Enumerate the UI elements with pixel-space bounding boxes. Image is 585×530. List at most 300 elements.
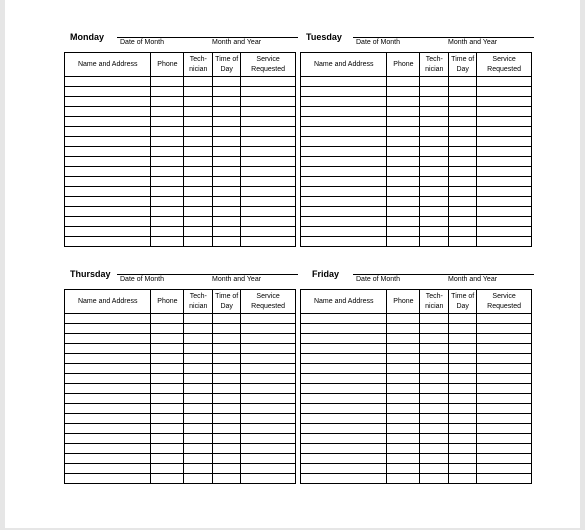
cell-name-address[interactable]	[65, 117, 151, 127]
cell-technician[interactable]	[184, 227, 213, 237]
cell-technician[interactable]	[184, 197, 213, 207]
cell-name-address[interactable]	[65, 187, 151, 197]
cell-phone[interactable]	[387, 77, 420, 87]
cell-service-requested[interactable]	[241, 464, 296, 474]
cell-name-address[interactable]	[301, 117, 387, 127]
cell-time-of-day[interactable]	[213, 147, 241, 157]
cell-name-address[interactable]	[65, 207, 151, 217]
cell-time-of-day[interactable]	[213, 167, 241, 177]
cell-time-of-day[interactable]	[449, 444, 477, 454]
cell-phone[interactable]	[387, 474, 420, 484]
cell-service-requested[interactable]	[477, 404, 532, 414]
cell-service-requested[interactable]	[241, 167, 296, 177]
cell-phone[interactable]	[151, 77, 184, 87]
cell-name-address[interactable]	[301, 384, 387, 394]
cell-technician[interactable]	[184, 217, 213, 227]
cell-technician[interactable]	[184, 344, 213, 354]
cell-technician[interactable]	[184, 384, 213, 394]
cell-service-requested[interactable]	[241, 127, 296, 137]
cell-time-of-day[interactable]	[213, 237, 241, 247]
cell-phone[interactable]	[387, 374, 420, 384]
cell-time-of-day[interactable]	[449, 207, 477, 217]
cell-technician[interactable]	[420, 354, 449, 364]
cell-service-requested[interactable]	[477, 147, 532, 157]
cell-time-of-day[interactable]	[449, 334, 477, 344]
cell-time-of-day[interactable]	[449, 127, 477, 137]
cell-phone[interactable]	[151, 97, 184, 107]
cell-time-of-day[interactable]	[213, 404, 241, 414]
cell-service-requested[interactable]	[477, 344, 532, 354]
cell-technician[interactable]	[420, 334, 449, 344]
cell-name-address[interactable]	[65, 314, 151, 324]
cell-technician[interactable]	[184, 237, 213, 247]
cell-technician[interactable]	[184, 374, 213, 384]
cell-time-of-day[interactable]	[449, 364, 477, 374]
cell-technician[interactable]	[420, 454, 449, 464]
cell-service-requested[interactable]	[241, 404, 296, 414]
cell-technician[interactable]	[420, 394, 449, 404]
cell-time-of-day[interactable]	[213, 464, 241, 474]
cell-technician[interactable]	[420, 314, 449, 324]
cell-name-address[interactable]	[65, 404, 151, 414]
cell-time-of-day[interactable]	[449, 434, 477, 444]
cell-time-of-day[interactable]	[449, 187, 477, 197]
cell-time-of-day[interactable]	[449, 314, 477, 324]
cell-time-of-day[interactable]	[449, 87, 477, 97]
cell-service-requested[interactable]	[241, 157, 296, 167]
cell-service-requested[interactable]	[477, 177, 532, 187]
cell-time-of-day[interactable]	[449, 404, 477, 414]
cell-service-requested[interactable]	[477, 107, 532, 117]
cell-phone[interactable]	[151, 394, 184, 404]
cell-technician[interactable]	[184, 147, 213, 157]
cell-service-requested[interactable]	[241, 414, 296, 424]
cell-name-address[interactable]	[301, 404, 387, 414]
cell-technician[interactable]	[420, 424, 449, 434]
cell-name-address[interactable]	[301, 424, 387, 434]
cell-name-address[interactable]	[301, 354, 387, 364]
cell-phone[interactable]	[151, 404, 184, 414]
cell-technician[interactable]	[184, 444, 213, 454]
cell-service-requested[interactable]	[477, 444, 532, 454]
cell-time-of-day[interactable]	[213, 474, 241, 484]
cell-time-of-day[interactable]	[449, 237, 477, 247]
cell-name-address[interactable]	[301, 334, 387, 344]
cell-time-of-day[interactable]	[213, 344, 241, 354]
cell-name-address[interactable]	[301, 97, 387, 107]
cell-phone[interactable]	[387, 207, 420, 217]
cell-name-address[interactable]	[301, 434, 387, 444]
cell-name-address[interactable]	[301, 87, 387, 97]
cell-phone[interactable]	[151, 414, 184, 424]
cell-service-requested[interactable]	[241, 384, 296, 394]
cell-technician[interactable]	[420, 107, 449, 117]
cell-name-address[interactable]	[301, 77, 387, 87]
cell-name-address[interactable]	[301, 187, 387, 197]
cell-time-of-day[interactable]	[449, 414, 477, 424]
cell-time-of-day[interactable]	[213, 394, 241, 404]
cell-service-requested[interactable]	[241, 474, 296, 484]
cell-name-address[interactable]	[65, 474, 151, 484]
cell-time-of-day[interactable]	[213, 434, 241, 444]
cell-service-requested[interactable]	[241, 424, 296, 434]
cell-phone[interactable]	[151, 107, 184, 117]
cell-time-of-day[interactable]	[213, 157, 241, 167]
cell-time-of-day[interactable]	[449, 227, 477, 237]
cell-service-requested[interactable]	[477, 137, 532, 147]
cell-name-address[interactable]	[301, 147, 387, 157]
cell-service-requested[interactable]	[241, 314, 296, 324]
cell-technician[interactable]	[420, 344, 449, 354]
cell-technician[interactable]	[184, 364, 213, 374]
cell-name-address[interactable]	[65, 394, 151, 404]
cell-phone[interactable]	[387, 197, 420, 207]
cell-name-address[interactable]	[65, 137, 151, 147]
cell-phone[interactable]	[387, 334, 420, 344]
cell-service-requested[interactable]	[477, 227, 532, 237]
cell-name-address[interactable]	[301, 314, 387, 324]
cell-technician[interactable]	[420, 404, 449, 414]
cell-name-address[interactable]	[301, 324, 387, 334]
cell-phone[interactable]	[387, 434, 420, 444]
cell-service-requested[interactable]	[241, 87, 296, 97]
cell-name-address[interactable]	[301, 197, 387, 207]
cell-service-requested[interactable]	[477, 364, 532, 374]
cell-phone[interactable]	[387, 237, 420, 247]
cell-service-requested[interactable]	[477, 394, 532, 404]
cell-time-of-day[interactable]	[449, 384, 477, 394]
cell-service-requested[interactable]	[241, 444, 296, 454]
cell-time-of-day[interactable]	[213, 187, 241, 197]
cell-name-address[interactable]	[301, 394, 387, 404]
cell-service-requested[interactable]	[241, 344, 296, 354]
cell-technician[interactable]	[184, 157, 213, 167]
cell-name-address[interactable]	[65, 217, 151, 227]
cell-technician[interactable]	[420, 177, 449, 187]
cell-time-of-day[interactable]	[449, 177, 477, 187]
cell-name-address[interactable]	[301, 177, 387, 187]
cell-service-requested[interactable]	[241, 394, 296, 404]
cell-service-requested[interactable]	[477, 384, 532, 394]
cell-phone[interactable]	[387, 394, 420, 404]
cell-name-address[interactable]	[65, 167, 151, 177]
cell-technician[interactable]	[184, 167, 213, 177]
cell-time-of-day[interactable]	[213, 127, 241, 137]
cell-phone[interactable]	[387, 444, 420, 454]
cell-name-address[interactable]	[301, 137, 387, 147]
cell-phone[interactable]	[387, 354, 420, 364]
cell-service-requested[interactable]	[241, 217, 296, 227]
cell-phone[interactable]	[151, 324, 184, 334]
cell-phone[interactable]	[151, 177, 184, 187]
cell-phone[interactable]	[387, 404, 420, 414]
cell-service-requested[interactable]	[477, 117, 532, 127]
cell-technician[interactable]	[420, 77, 449, 87]
cell-technician[interactable]	[420, 97, 449, 107]
cell-phone[interactable]	[387, 87, 420, 97]
cell-phone[interactable]	[151, 137, 184, 147]
cell-technician[interactable]	[420, 227, 449, 237]
cell-technician[interactable]	[184, 97, 213, 107]
cell-technician[interactable]	[420, 434, 449, 444]
cell-service-requested[interactable]	[477, 237, 532, 247]
cell-time-of-day[interactable]	[449, 107, 477, 117]
cell-name-address[interactable]	[301, 414, 387, 424]
cell-name-address[interactable]	[65, 97, 151, 107]
cell-name-address[interactable]	[301, 127, 387, 137]
cell-technician[interactable]	[184, 87, 213, 97]
cell-service-requested[interactable]	[477, 167, 532, 177]
cell-time-of-day[interactable]	[213, 137, 241, 147]
cell-time-of-day[interactable]	[449, 474, 477, 484]
cell-time-of-day[interactable]	[213, 117, 241, 127]
cell-service-requested[interactable]	[477, 464, 532, 474]
cell-time-of-day[interactable]	[449, 344, 477, 354]
cell-service-requested[interactable]	[241, 364, 296, 374]
cell-service-requested[interactable]	[477, 354, 532, 364]
cell-time-of-day[interactable]	[449, 117, 477, 127]
cell-technician[interactable]	[184, 354, 213, 364]
cell-phone[interactable]	[151, 167, 184, 177]
cell-time-of-day[interactable]	[213, 444, 241, 454]
cell-time-of-day[interactable]	[213, 207, 241, 217]
cell-time-of-day[interactable]	[449, 147, 477, 157]
cell-technician[interactable]	[184, 324, 213, 334]
cell-phone[interactable]	[151, 344, 184, 354]
cell-technician[interactable]	[184, 424, 213, 434]
cell-technician[interactable]	[184, 404, 213, 414]
cell-time-of-day[interactable]	[449, 394, 477, 404]
cell-time-of-day[interactable]	[213, 227, 241, 237]
cell-technician[interactable]	[420, 137, 449, 147]
cell-service-requested[interactable]	[477, 87, 532, 97]
cell-phone[interactable]	[387, 117, 420, 127]
cell-name-address[interactable]	[65, 434, 151, 444]
cell-name-address[interactable]	[65, 127, 151, 137]
cell-name-address[interactable]	[301, 364, 387, 374]
cell-service-requested[interactable]	[241, 147, 296, 157]
cell-phone[interactable]	[387, 167, 420, 177]
cell-phone[interactable]	[387, 137, 420, 147]
cell-phone[interactable]	[387, 414, 420, 424]
cell-service-requested[interactable]	[477, 324, 532, 334]
cell-technician[interactable]	[420, 374, 449, 384]
cell-phone[interactable]	[387, 157, 420, 167]
cell-phone[interactable]	[151, 237, 184, 247]
cell-name-address[interactable]	[65, 107, 151, 117]
cell-phone[interactable]	[151, 474, 184, 484]
cell-service-requested[interactable]	[477, 454, 532, 464]
cell-technician[interactable]	[420, 187, 449, 197]
cell-name-address[interactable]	[65, 147, 151, 157]
cell-technician[interactable]	[184, 177, 213, 187]
cell-phone[interactable]	[151, 187, 184, 197]
cell-technician[interactable]	[420, 414, 449, 424]
cell-service-requested[interactable]	[477, 197, 532, 207]
cell-time-of-day[interactable]	[213, 384, 241, 394]
cell-technician[interactable]	[420, 147, 449, 157]
cell-phone[interactable]	[387, 384, 420, 394]
cell-phone[interactable]	[151, 454, 184, 464]
cell-technician[interactable]	[420, 364, 449, 374]
cell-phone[interactable]	[151, 227, 184, 237]
cell-service-requested[interactable]	[241, 197, 296, 207]
cell-service-requested[interactable]	[477, 434, 532, 444]
cell-name-address[interactable]	[301, 474, 387, 484]
cell-phone[interactable]	[387, 227, 420, 237]
cell-technician[interactable]	[420, 324, 449, 334]
cell-technician[interactable]	[420, 464, 449, 474]
cell-service-requested[interactable]	[241, 434, 296, 444]
cell-phone[interactable]	[151, 207, 184, 217]
cell-technician[interactable]	[184, 187, 213, 197]
cell-name-address[interactable]	[301, 454, 387, 464]
cell-technician[interactable]	[184, 394, 213, 404]
cell-technician[interactable]	[184, 474, 213, 484]
cell-name-address[interactable]	[301, 107, 387, 117]
cell-technician[interactable]	[420, 384, 449, 394]
cell-phone[interactable]	[151, 314, 184, 324]
cell-technician[interactable]	[184, 117, 213, 127]
cell-technician[interactable]	[420, 197, 449, 207]
cell-technician[interactable]	[184, 314, 213, 324]
cell-phone[interactable]	[151, 424, 184, 434]
cell-name-address[interactable]	[301, 344, 387, 354]
cell-time-of-day[interactable]	[449, 464, 477, 474]
cell-name-address[interactable]	[301, 207, 387, 217]
cell-time-of-day[interactable]	[213, 97, 241, 107]
cell-time-of-day[interactable]	[449, 424, 477, 434]
cell-time-of-day[interactable]	[449, 97, 477, 107]
cell-service-requested[interactable]	[477, 127, 532, 137]
cell-time-of-day[interactable]	[449, 157, 477, 167]
cell-time-of-day[interactable]	[213, 334, 241, 344]
cell-name-address[interactable]	[301, 227, 387, 237]
cell-phone[interactable]	[151, 334, 184, 344]
cell-name-address[interactable]	[65, 444, 151, 454]
cell-name-address[interactable]	[301, 444, 387, 454]
cell-time-of-day[interactable]	[213, 414, 241, 424]
cell-service-requested[interactable]	[477, 314, 532, 324]
cell-service-requested[interactable]	[477, 414, 532, 424]
cell-phone[interactable]	[387, 127, 420, 137]
cell-technician[interactable]	[420, 474, 449, 484]
cell-time-of-day[interactable]	[449, 324, 477, 334]
cell-name-address[interactable]	[65, 237, 151, 247]
cell-phone[interactable]	[387, 364, 420, 374]
cell-time-of-day[interactable]	[449, 374, 477, 384]
cell-phone[interactable]	[387, 424, 420, 434]
cell-time-of-day[interactable]	[449, 217, 477, 227]
cell-phone[interactable]	[387, 97, 420, 107]
cell-technician[interactable]	[420, 237, 449, 247]
cell-phone[interactable]	[151, 384, 184, 394]
cell-phone[interactable]	[151, 157, 184, 167]
cell-name-address[interactable]	[65, 324, 151, 334]
cell-name-address[interactable]	[65, 364, 151, 374]
cell-phone[interactable]	[387, 217, 420, 227]
cell-name-address[interactable]	[65, 414, 151, 424]
cell-phone[interactable]	[151, 444, 184, 454]
cell-name-address[interactable]	[301, 374, 387, 384]
cell-phone[interactable]	[151, 147, 184, 157]
cell-phone[interactable]	[387, 107, 420, 117]
cell-service-requested[interactable]	[477, 474, 532, 484]
cell-technician[interactable]	[184, 107, 213, 117]
cell-time-of-day[interactable]	[449, 197, 477, 207]
cell-service-requested[interactable]	[241, 334, 296, 344]
cell-technician[interactable]	[184, 77, 213, 87]
cell-technician[interactable]	[184, 207, 213, 217]
cell-name-address[interactable]	[301, 167, 387, 177]
cell-name-address[interactable]	[65, 197, 151, 207]
cell-phone[interactable]	[151, 354, 184, 364]
cell-time-of-day[interactable]	[213, 354, 241, 364]
cell-name-address[interactable]	[301, 237, 387, 247]
cell-technician[interactable]	[420, 127, 449, 137]
cell-phone[interactable]	[387, 344, 420, 354]
cell-time-of-day[interactable]	[213, 324, 241, 334]
cell-technician[interactable]	[184, 464, 213, 474]
cell-service-requested[interactable]	[477, 207, 532, 217]
cell-technician[interactable]	[420, 217, 449, 227]
cell-name-address[interactable]	[65, 87, 151, 97]
cell-technician[interactable]	[184, 414, 213, 424]
cell-phone[interactable]	[151, 374, 184, 384]
cell-technician[interactable]	[420, 444, 449, 454]
cell-technician[interactable]	[420, 167, 449, 177]
cell-technician[interactable]	[420, 87, 449, 97]
cell-service-requested[interactable]	[241, 374, 296, 384]
cell-service-requested[interactable]	[241, 227, 296, 237]
cell-name-address[interactable]	[65, 454, 151, 464]
cell-technician[interactable]	[420, 207, 449, 217]
cell-technician[interactable]	[184, 127, 213, 137]
cell-technician[interactable]	[420, 117, 449, 127]
cell-name-address[interactable]	[65, 354, 151, 364]
cell-time-of-day[interactable]	[449, 77, 477, 87]
cell-phone[interactable]	[151, 434, 184, 444]
cell-technician[interactable]	[184, 334, 213, 344]
cell-service-requested[interactable]	[241, 137, 296, 147]
cell-phone[interactable]	[387, 464, 420, 474]
cell-name-address[interactable]	[65, 424, 151, 434]
cell-service-requested[interactable]	[241, 354, 296, 364]
cell-service-requested[interactable]	[241, 97, 296, 107]
cell-phone[interactable]	[151, 464, 184, 474]
cell-technician[interactable]	[184, 137, 213, 147]
cell-phone[interactable]	[151, 364, 184, 374]
cell-time-of-day[interactable]	[213, 364, 241, 374]
cell-service-requested[interactable]	[477, 217, 532, 227]
cell-name-address[interactable]	[65, 384, 151, 394]
cell-time-of-day[interactable]	[449, 354, 477, 364]
cell-phone[interactable]	[387, 147, 420, 157]
cell-technician[interactable]	[184, 434, 213, 444]
cell-service-requested[interactable]	[241, 237, 296, 247]
cell-time-of-day[interactable]	[213, 424, 241, 434]
cell-time-of-day[interactable]	[213, 77, 241, 87]
cell-phone[interactable]	[387, 454, 420, 464]
cell-phone[interactable]	[387, 177, 420, 187]
cell-service-requested[interactable]	[477, 374, 532, 384]
cell-time-of-day[interactable]	[213, 374, 241, 384]
cell-name-address[interactable]	[65, 344, 151, 354]
cell-service-requested[interactable]	[241, 454, 296, 464]
cell-phone[interactable]	[387, 314, 420, 324]
cell-time-of-day[interactable]	[213, 177, 241, 187]
cell-time-of-day[interactable]	[449, 454, 477, 464]
